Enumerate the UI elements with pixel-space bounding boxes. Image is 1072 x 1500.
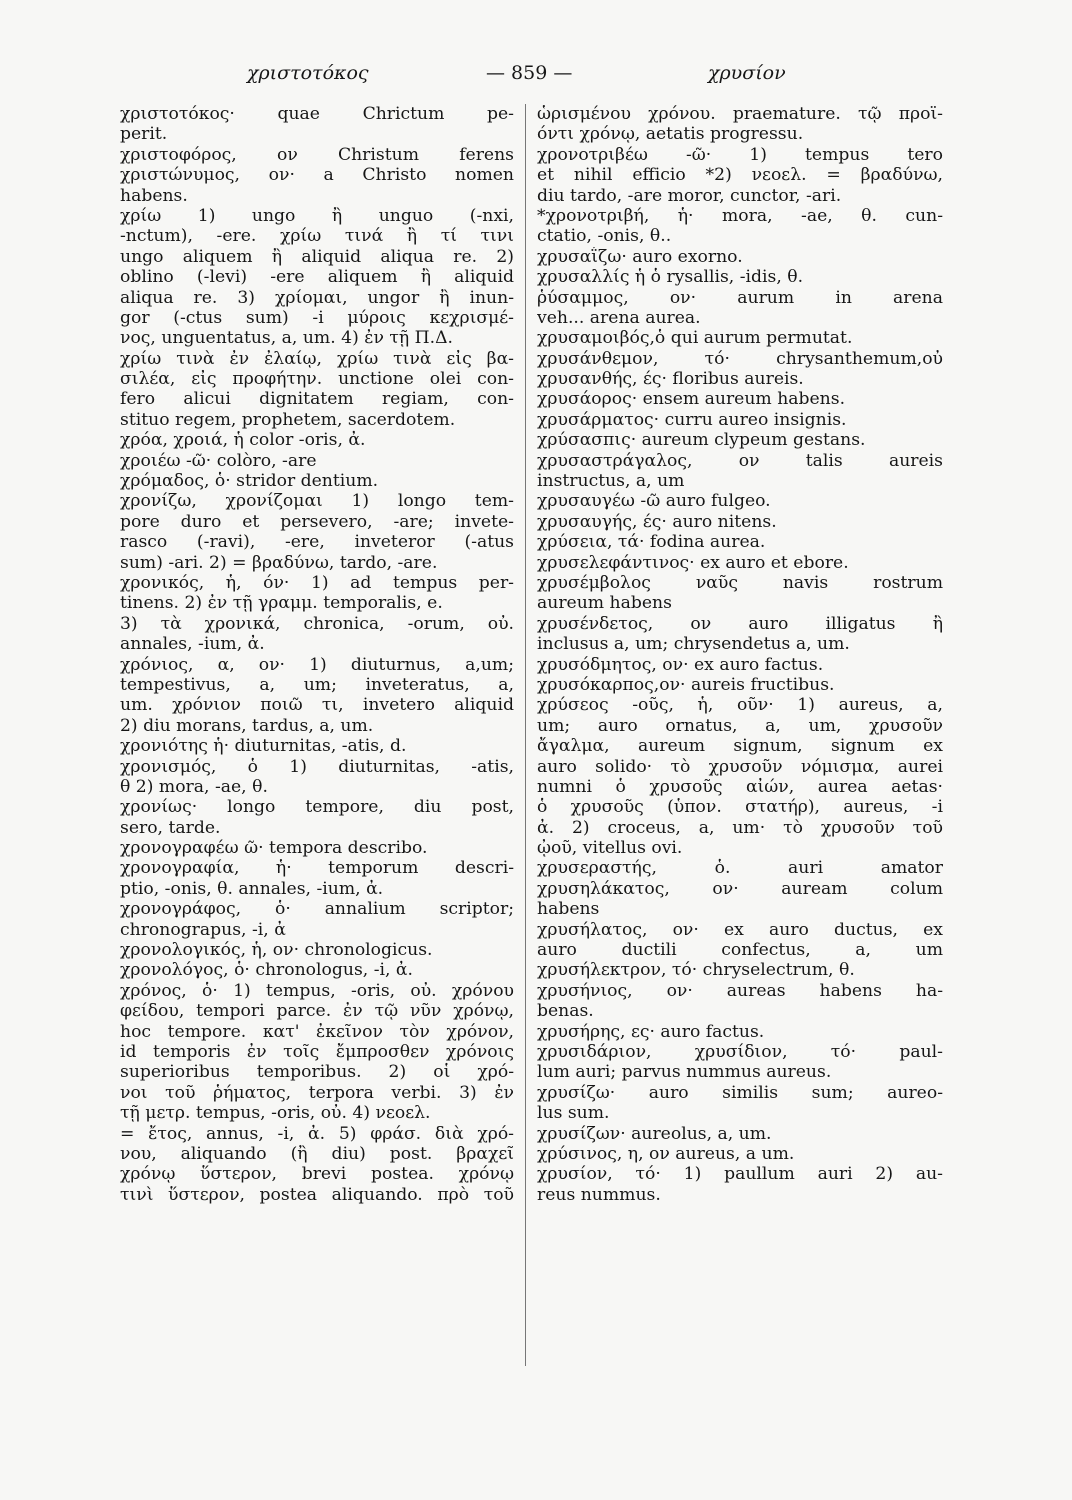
entry-line: χρυσόδμητος, ον· ex auro factus. — [537, 654, 824, 675]
entry-line: ἄγαλμα, aureum signum, signum ex — [537, 736, 943, 757]
entry-line: χρονίζω, χρονίζομαι 1) longo tem- — [120, 491, 514, 512]
entry-line: χρυσίον, τό· 1) paullum auri 2) au- — [537, 1164, 943, 1185]
running-head-right: χρυσίον — [708, 62, 786, 84]
entry-line: lus sum. — [537, 1103, 610, 1124]
entry-line: χρυσεραστής, ὁ. auri amator — [537, 858, 943, 879]
entry-line: χρονογράφος, ὁ· annalium scriptor; — [120, 899, 514, 920]
entry-line: veh... arena aurea. — [537, 307, 701, 328]
entry-line: aliqua re. 3) χρίομαι, ungor ἢ inun- — [120, 287, 514, 308]
entry-line: χρόα, χροιά, ἡ color -oris, ἀ. — [120, 430, 366, 451]
entry-line: χρυσόκαρπος,ον· aureis fructibus. — [537, 674, 835, 695]
running-head-left: χριστοτόκος — [247, 62, 369, 84]
entry-line: χρύσεος -οῦς, ἡ, οῦν· 1) aureus, a, — [537, 695, 943, 716]
entry-line: χρόνῳ ὕστερον, brevi postea. χρόνῳ — [120, 1164, 514, 1185]
entry-line: ptio, -onis, θ. annales, -ium, ἀ. — [120, 878, 384, 899]
entry-line: χρυσαλλίς ἡ ὁ rysallis, -idis, θ. — [537, 267, 804, 288]
entry-line: χρυσέμβολος ναῦς navis rostrum — [537, 572, 943, 593]
entry-line: χρονοτριβέω -ῶ· 1) tempus tero — [537, 144, 943, 165]
entry-line: χριστώνυμος, ον· a Christo nomen — [120, 165, 514, 186]
entry-line: χρονολογικός, ἡ, ον· chronologicus. — [120, 940, 433, 961]
entry-line: sero, tarde. — [120, 817, 221, 838]
entry-line: et nihil efficio *2) νεοελ. = βραδύνω, — [537, 165, 943, 186]
entry-line: τῇ μετρ. tempus, -oris, οὐ. 4) νεοελ. — [120, 1103, 431, 1124]
entry-line: χρυσήνιος, ον· aureas habens ha- — [537, 980, 943, 1001]
entry-line: χρυσάνθεμον, τό· chrysanthemum,οὐ — [537, 348, 943, 369]
entry-line: = ἔτος, annus, -i, ἀ. 5) φράσ. διὰ χρό- — [120, 1123, 514, 1144]
entry-line: gor (-ctus sum) -i μύροις κεχρισμέ- — [120, 307, 514, 328]
entry-line: χρύσασπις· aureum clypeum gestans. — [537, 430, 866, 451]
entry-line: χρυσαυγέω -ῶ auro fulgeo. — [537, 491, 771, 512]
entry-line: χρυσήλεκτρον, τό· chryselectrum, θ. — [537, 960, 855, 981]
entry-line: νου, aliquando (ἢ diu) post. βραχεῖ — [120, 1143, 514, 1164]
entry-line: χρονισμός, ὁ 1) diuturnitas, -atis, — [120, 756, 514, 777]
entry-line: χρυσήρης, ες· auro factus. — [537, 1021, 765, 1042]
entry-line: χρύσινος, η, ον aureus, a um. — [537, 1143, 795, 1164]
entry-line: sum) -ari. 2) = βραδύνω, tardo, -are. — [120, 552, 438, 573]
entry-line: ἀ. 2) croceus, a, um· τὸ χρυσοῦν τοῦ — [537, 817, 943, 838]
entry-line: ὡρισμένου χρόνου. praemature. τῷ προϊ- — [537, 104, 943, 124]
entry-line: ungo aliquem ἢ aliquid aliqua re. 2) — [120, 246, 514, 267]
entry-line: 2) diu morans, tardus, a, um. — [120, 715, 374, 736]
entry-line: χρόνος, ὁ· 1) tempus, -oris, οὐ. χρόνου — [120, 980, 514, 1001]
entry-line: χρυσαστράγαλος, ον talis aureis — [537, 450, 943, 471]
entry-line: perit. — [120, 124, 168, 145]
entry-line: tempestivus, a, um; inveteratus, a, — [120, 674, 514, 695]
entry-line: ctatio, -onis, θ.. — [537, 226, 672, 247]
entry-line: χρίω τινὰ ἐν ἐλαίῳ, χρίω τινὰ εἰς βα- — [120, 348, 514, 369]
entry-line: χρυσάρματος· curru aureo insignis. — [537, 409, 847, 430]
entry-line: χρυσελεφάντινος· ex auro et ebore. — [537, 552, 849, 573]
entry-line: -nctum), -ere. χρίω τινά ἢ τί τινι — [120, 226, 514, 247]
entry-line: χρυσαυγής, ές· auro nitens. — [537, 511, 777, 532]
entry-line: χρονίως· longo tempore, diu post, — [120, 797, 514, 818]
entry-line: χρύσεια, τά· fodina aurea. — [537, 532, 766, 553]
entry-line: oblino (-levi) -ere aliquem ἢ aliquid — [120, 267, 514, 288]
entry-line: χριστοφόρος, ον Christum ferens — [120, 144, 514, 165]
column-divider — [525, 104, 526, 1366]
entry-line: reus nummus. — [537, 1184, 661, 1205]
entry-line: *χρονοτριβή, ἡ· mora, -ae, θ. cun- — [537, 205, 943, 226]
entry-line: χρυσαμοιβός,ὁ qui aurum permutat. — [537, 328, 853, 349]
entry-line: auro solido· τὸ χρυσοῦν νόμισμα, aurei — [537, 756, 943, 777]
entry-line: hoc tempore. κατ' ἐκεῖνον τὸν χρόνον, — [120, 1021, 514, 1042]
entry-line: 3) τὰ χρονικά, chronica, -orum, οὐ. — [120, 613, 514, 634]
left-column — [120, 104, 514, 1205]
entry-line: pore duro et persevero, -are; invete- — [120, 511, 514, 532]
entry-line: aureum habens — [537, 593, 672, 614]
entry-line: habens — [537, 899, 600, 920]
entry-line: um. χρόνιον ποιῶ τι, invetero aliquid — [120, 695, 514, 716]
entry-line: chronograpus, -i, ἀ — [120, 919, 286, 940]
entry-line: χρυσίζων· aureolus, a, um. — [537, 1123, 772, 1144]
entry-line: annales, -ium, ἀ. — [120, 634, 265, 655]
entry-line: χριστοτόκος· quae Chrictum pe- — [120, 104, 514, 124]
entry-line: όντι χρόνῳ, aetatis progressu. — [537, 124, 804, 145]
entry-line: χροιέω -ῶ· colòro, -are — [120, 450, 317, 471]
entry-line: ὁ χρυσοῦς (ὑπον. στατήρ), aureus, -i — [537, 797, 943, 818]
entry-line: χρονικός, ἡ, όν· 1) ad tempus per- — [120, 572, 514, 593]
entry-line: τινὶ ὕστερον, postea aliquando. πρὸ τοῦ — [120, 1184, 514, 1205]
entry-line: ῥύσαμμος, ον· aurum in arena — [537, 287, 943, 308]
entry-line: φείδου, tempori parce. ἐν τῷ νῦν χρόνῳ, — [120, 1001, 514, 1022]
right-column — [537, 104, 943, 1205]
entry-line: lum auri; parvus nummus aureus. — [537, 1062, 832, 1083]
entry-line: χρονολόγος, ὁ· chronologus, -i, ἀ. — [120, 960, 413, 981]
entry-line: νοι τοῦ ῥήματος, terpora verbi. 3) ἐν — [120, 1082, 514, 1103]
entry-line: χρόνιος, α, ον· 1) diuturnus, a,um; — [120, 654, 514, 675]
entry-line: χρίω 1) ungo ἢ unguo (-nxi, — [120, 205, 514, 226]
entry-line: auro ductili confectus, a, um — [537, 940, 943, 961]
entry-line: χρυσένδετος, ον auro illigatus ἢ — [537, 613, 943, 634]
entry-line: σιλέα, εἰς προφήτην. unctione olei con- — [120, 369, 514, 390]
page-number: — 859 — — [486, 62, 573, 84]
entry-line: χρυσήλατος, ον· ex auro ductus, ex — [537, 919, 943, 940]
entry-line: χρυσαΐζω· auro exorno. — [537, 246, 743, 267]
entry-line: χρονιότης ἡ· diuturnitas, -atis, d. — [120, 736, 407, 757]
entry-line: numni ὁ χρυσοῦς αἰών, aurea aetas· — [537, 776, 943, 797]
entry-line: fero alicui dignitatem regiam, con- — [120, 389, 514, 410]
entry-line: χρυσάορος· ensem aureum habens. — [537, 389, 846, 410]
entry-line: instructus, a, um — [537, 471, 685, 492]
entry-line: stituo regem, prophetem, sacerdotem. — [120, 409, 456, 430]
entry-line: habens. — [120, 185, 188, 206]
entry-line: χρονογραφία, ἡ· temporum descri- — [120, 858, 514, 879]
entry-line: χρυσίζω· auro similis sum; aureo- — [537, 1082, 943, 1103]
entry-line: diu tardo, -are moror, cunctor, -ari. — [537, 185, 842, 206]
entry-line: νος, unguentatus, a, um. 4) ἐν τῇ Π.Δ. — [120, 328, 453, 349]
entry-line: χρυσανθής, ές· floribus aureis. — [537, 369, 804, 390]
entry-line: id temporis ἐν τοῖς ἔμπροσθεν χρόνοις — [120, 1041, 514, 1062]
entry-line: benas. — [537, 1001, 594, 1022]
entry-line: um; auro ornatus, a, um, χρυσοῦν — [537, 715, 943, 736]
entry-line: rasco (-ravi), -ere, inveteror (-atus — [120, 532, 514, 553]
entry-line: tinens. 2) ἐν τῇ γραμμ. temporalis, e. — [120, 593, 443, 614]
entry-line: χρυσιδάριον, χρυσίδιον, τό· paul- — [537, 1041, 943, 1062]
entry-line: superioribus temporibus. 2) οἱ χρό- — [120, 1062, 514, 1083]
entry-line: χρυσηλάκατος, ον· auream colum — [537, 878, 943, 899]
entry-line: χρονογραφέω ῶ· tempora describo. — [120, 838, 428, 859]
entry-line: χρόμαδος, ὁ· stridor dentium. — [120, 471, 379, 492]
entry-line: inclusus a, um; chrysendetus a, um. — [537, 634, 850, 655]
entry-line: θ 2) mora, -ae, θ. — [120, 776, 268, 797]
entry-line: ᾠοῦ, vitellus ovi. — [537, 838, 683, 859]
